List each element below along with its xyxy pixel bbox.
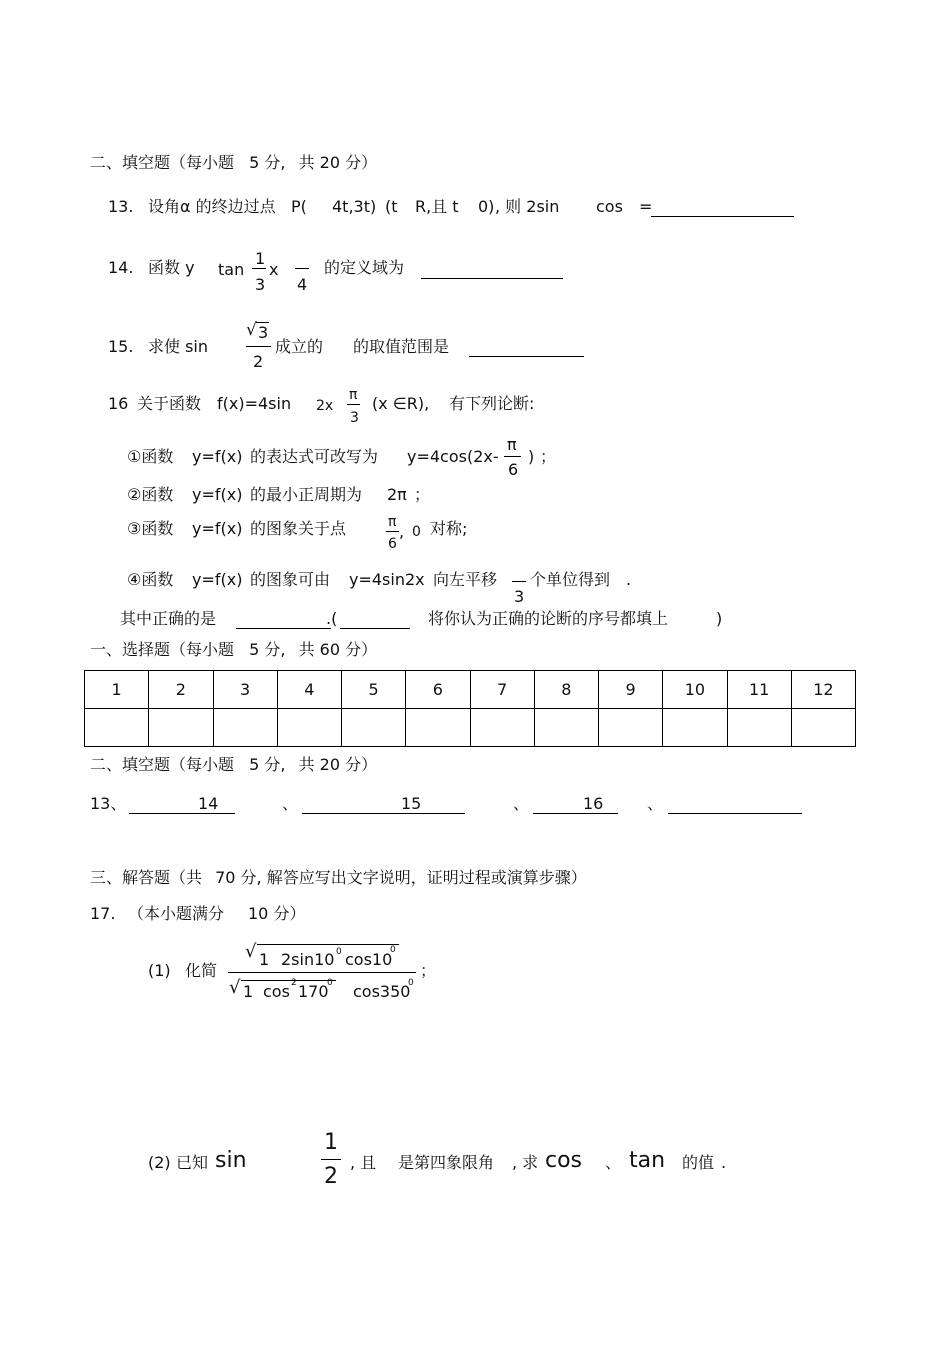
- statement-text: 的图象关于点: [250, 519, 347, 538]
- part-text: 、: [605, 1153, 622, 1172]
- answer-blank[interactable]: [651, 216, 794, 217]
- statement-text: ,: [399, 522, 405, 541]
- expr-term: 2sin10: [281, 950, 335, 969]
- statement-label: ②函数: [127, 485, 174, 504]
- table-header-cell: 4: [277, 671, 341, 709]
- statement-text: ；: [540, 447, 557, 466]
- expr-term: cos10: [345, 950, 393, 969]
- part-text: ；: [420, 961, 437, 980]
- answer-cell[interactable]: [342, 709, 406, 747]
- answer-cell[interactable]: [599, 709, 663, 747]
- q15-text: 成立的: [275, 337, 324, 356]
- expr-term: 1: [259, 950, 270, 969]
- table-answer-row: [85, 709, 856, 747]
- table-header-row: [85, 671, 856, 709]
- points-total: 共 20 分）: [298, 153, 378, 172]
- table-header-cell: 1: [85, 671, 149, 709]
- fraction-numerator: π: [507, 435, 517, 454]
- table-header-cell: 2: [149, 671, 213, 709]
- part-text: 已知: [176, 1153, 209, 1172]
- degree-mark: 0: [390, 945, 396, 955]
- answer-cell[interactable]: [85, 709, 149, 747]
- q15-text: 求使 sin: [148, 337, 209, 356]
- answer-blank[interactable]: [533, 813, 618, 814]
- fraction-bar: [504, 456, 521, 457]
- answer-blank[interactable]: [668, 813, 802, 814]
- table-header-cell: 9: [599, 671, 663, 709]
- q14-text: 的定义域为: [324, 258, 405, 277]
- degree-mark: 0: [408, 978, 414, 988]
- part-text: 的值: [682, 1153, 715, 1172]
- fraction-numerator: π: [349, 387, 358, 403]
- statement-text: y=f(x): [192, 447, 243, 466]
- fraction-bar: [512, 581, 526, 582]
- statement-text: 其中正确的是: [120, 609, 217, 628]
- fraction-bar: [386, 531, 399, 532]
- degree-mark: 0: [336, 947, 342, 957]
- q17-points: 10 分）: [248, 904, 306, 923]
- section-heading: 一、选择题（每小题: [90, 640, 235, 659]
- answer-cell[interactable]: [791, 709, 855, 747]
- degree-mark: 0: [327, 978, 333, 988]
- answer-label: 13、: [90, 794, 127, 813]
- answer-label: 16: [583, 794, 604, 813]
- q16-text: (x ∈R),: [372, 394, 430, 413]
- answer-cell[interactable]: [406, 709, 470, 747]
- section2-answer-title: [90, 757, 377, 773]
- statement-text: 的最小正周期为: [250, 485, 363, 504]
- fraction-denominator: 6: [388, 536, 397, 552]
- question-number: 16: [108, 394, 129, 413]
- sqrt-value: 3: [258, 323, 269, 342]
- q13-text: =: [639, 197, 653, 216]
- fraction-denominator: 6: [508, 460, 519, 479]
- sqrt-symbol: √: [246, 320, 257, 340]
- q14-text: x: [269, 260, 279, 279]
- expr-term: cos350: [353, 982, 411, 1001]
- fraction-denominator: 3: [514, 587, 525, 606]
- statement-text: 向左平移: [433, 570, 498, 589]
- question-number: 17.: [90, 904, 116, 923]
- answer-cell[interactable]: [727, 709, 791, 747]
- table-header-cell: 8: [534, 671, 598, 709]
- table-header-cell: 7: [470, 671, 534, 709]
- fraction-numerator: 1: [255, 249, 266, 268]
- q13-text: cos: [596, 197, 623, 216]
- fraction-numerator: 1: [324, 1130, 338, 1155]
- table-header-cell: 6: [406, 671, 470, 709]
- fraction-bar: [321, 1159, 341, 1160]
- statement-text: 的表达式可改写为: [250, 447, 379, 466]
- statement-text: 2π: [387, 485, 407, 504]
- q13-text: 0): [478, 197, 495, 216]
- fraction-bar: [295, 268, 309, 269]
- sqrt-overline: [241, 980, 336, 981]
- statement-text: 对称;: [430, 519, 468, 538]
- fraction-numerator: π: [388, 514, 397, 530]
- answer-label: 14: [198, 794, 219, 813]
- q17-header: （本小题满分: [128, 904, 225, 923]
- q13-text: (t: [385, 197, 398, 216]
- q16-text: 关于函数: [137, 394, 202, 413]
- table-header-cell: 3: [213, 671, 277, 709]
- fraction-denominator: 4: [297, 275, 308, 294]
- section-heading: 二、填空题（每小题: [90, 153, 235, 172]
- question-number: 15.: [108, 337, 134, 356]
- q13-text: 4t,3t): [332, 197, 377, 216]
- q13-text: P(: [291, 197, 307, 216]
- statement-text: y=f(x): [192, 519, 243, 538]
- statement-text: y=f(x): [192, 570, 243, 589]
- section-description: 解答应写出文字说明，证明过程或演算步骤）: [266, 868, 587, 887]
- expr-term: 1: [243, 982, 254, 1001]
- section2-title: [90, 155, 377, 171]
- answer-cell[interactable]: [149, 709, 213, 747]
- answer-cell[interactable]: [277, 709, 341, 747]
- answer-blank[interactable]: [129, 813, 235, 814]
- expr-term: cos: [263, 982, 290, 1001]
- exponent: 2: [291, 978, 297, 988]
- part-text: sin: [215, 1148, 247, 1173]
- statement-text: y=f(x): [192, 485, 243, 504]
- q13-text: R,且 t: [415, 197, 459, 216]
- part-text: 化简: [185, 961, 218, 980]
- fraction-denominator: 3: [255, 275, 266, 294]
- fraction-bar: [246, 346, 271, 347]
- points-total: 70 分,: [215, 868, 262, 887]
- section-heading: 二、填空题（每小题: [90, 755, 235, 774]
- statement-text: ；: [414, 485, 431, 504]
- part-text: , 求: [512, 1153, 539, 1172]
- part-text: tan: [629, 1148, 666, 1173]
- statement-text: y=4cos(2x-: [407, 447, 499, 466]
- part-text: , 且: [350, 1153, 377, 1172]
- statement-text: y=4sin2x: [349, 570, 425, 589]
- answer-cell[interactable]: [213, 709, 277, 747]
- section-heading: 三、解答题（共: [90, 868, 203, 887]
- statement-label: ③函数: [127, 519, 174, 538]
- fraction-denominator: 2: [324, 1164, 338, 1189]
- statement-text: ): [716, 609, 723, 628]
- separator: 、: [647, 794, 664, 813]
- q16-text: 有下列论断:: [449, 394, 535, 413]
- answer-blank[interactable]: [469, 356, 584, 357]
- answer-label: 15: [401, 794, 422, 813]
- part-label: (2): [148, 1153, 171, 1172]
- sqrt-symbol: √: [229, 977, 241, 998]
- table-header-cell: 5: [342, 671, 406, 709]
- statement-text: ): [528, 447, 535, 466]
- part-text: 是第四象限角: [398, 1153, 495, 1172]
- answer-blank[interactable]: [421, 278, 563, 279]
- answer-table: [84, 670, 856, 747]
- fraction-bar: [228, 972, 416, 973]
- part-label: (1): [148, 961, 171, 980]
- table-header-cell: 12: [791, 671, 855, 709]
- expr-term: 170: [298, 982, 329, 1001]
- statement-text: 的图象可由: [250, 570, 331, 589]
- points-each: 5 分,: [249, 640, 286, 659]
- answer-blank[interactable]: [236, 628, 331, 629]
- q16-text: f(x)=4sin: [217, 394, 292, 413]
- answer-cell[interactable]: [470, 709, 534, 747]
- points-total: 共 60 分）: [298, 640, 378, 659]
- part-text: cos: [545, 1148, 583, 1173]
- statement-text: .(: [326, 609, 338, 628]
- separator: 、: [282, 794, 299, 813]
- q15-text: 的取值范围是: [353, 337, 450, 356]
- statement-label: ①函数: [127, 447, 174, 466]
- fraction-bar: [347, 404, 360, 405]
- fraction-bar: [252, 268, 266, 269]
- section1-title: [90, 642, 377, 658]
- table-header-cell: 10: [663, 671, 727, 709]
- separator: 、: [513, 794, 530, 813]
- fraction-denominator: 2: [253, 352, 264, 371]
- sqrt-overline: [257, 944, 399, 945]
- q13-text: , 则 2sin: [495, 197, 560, 216]
- statement-text: 0: [412, 524, 421, 540]
- fraction-denominator: 3: [350, 410, 359, 426]
- q16-text: 2x: [316, 398, 334, 414]
- table-header-cell: 11: [727, 671, 791, 709]
- answer-blank[interactable]: [340, 628, 410, 629]
- points-each: 5 分,: [249, 755, 286, 774]
- question-number: 14.: [108, 258, 134, 277]
- sqrt-symbol: √: [245, 941, 257, 962]
- part-text: .: [721, 1153, 727, 1172]
- statement-text: .: [626, 570, 632, 589]
- question-number: 13.: [108, 197, 134, 216]
- section3-title: [90, 870, 587, 886]
- statement-text: 个单位得到: [530, 570, 611, 589]
- answer-cell[interactable]: [534, 709, 598, 747]
- points-each: 5 分,: [249, 153, 286, 172]
- q14-text: tan: [218, 260, 245, 279]
- q13-text: 设角α 的终边过点: [148, 197, 276, 216]
- answer-cell[interactable]: [663, 709, 727, 747]
- statement-label: ④函数: [127, 570, 174, 589]
- statement-text: 将你认为正确的论断的序号都填上: [428, 609, 669, 628]
- q14-text: 函数 y: [148, 258, 195, 277]
- answer-blank[interactable]: [302, 813, 465, 814]
- points-total: 共 20 分）: [298, 755, 378, 774]
